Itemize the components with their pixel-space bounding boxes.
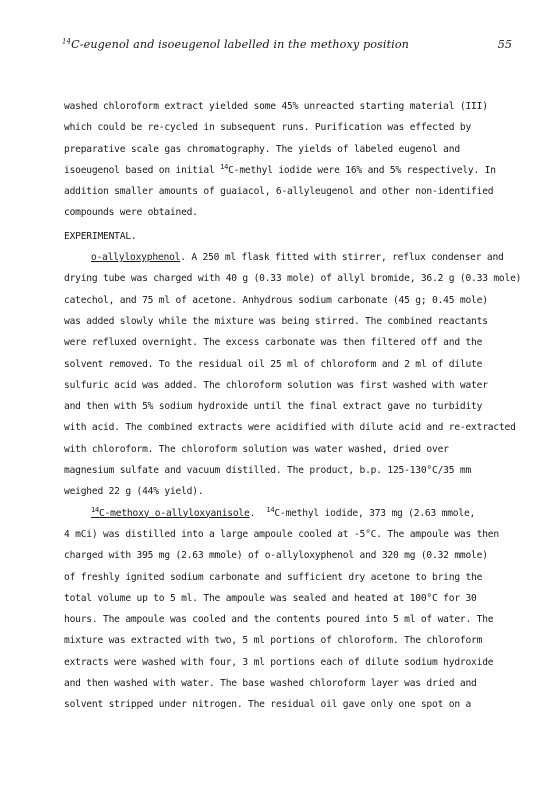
text-line xyxy=(64,503,512,524)
text-line xyxy=(64,247,512,268)
text-line: extracts were washed with four, 3 ml portions each of dilute sodium hydroxide xyxy=(64,656,494,668)
page-header xyxy=(62,38,512,58)
text-line: were refluxed overnight. The excess carbonate was then filtered off and the xyxy=(64,337,483,349)
text-line: of freshly ignited sodium carbonate and sufficient dry acetone to bring the xyxy=(64,571,483,583)
isotope-superscript: 14 xyxy=(220,162,229,171)
text-line: catechol, and 75 ml of acetone. Anhydrous sodium carbonate (45 g; 0.45 mole) xyxy=(64,294,488,306)
text-line: was added slowly while the mixture was being stirred. The combined reactants xyxy=(64,315,488,327)
text-line: hours. The ampoule was cooled and the contents poured into 5 ml of water. The xyxy=(64,614,494,626)
text-line: drying tube was charged with 40 g (0.33 mole) of allyl bromide, 36.2 g (0.33 mole) xyxy=(64,273,522,285)
text-line: weighed 22 g (44% yield). xyxy=(64,486,204,498)
text-line: and then with 5% sodium hydroxide until the final extract gave no turbidity xyxy=(64,401,483,413)
text-run: C-methyl iodide, 373 mg (2.63 mmole, xyxy=(274,507,476,519)
text-line: total volume up to 5 ml. The ampoule was sealed and heated at 100°C for 30 xyxy=(64,592,477,604)
text-line: and then washed with water. The base washed chloroform layer was dried and xyxy=(64,678,477,690)
text-line: washed chloroform extract yielded some 45% unreacted starting material (III) xyxy=(64,101,488,112)
section-heading-experimental: EXPERIMENTAL. xyxy=(64,230,137,242)
running-title-text: C-eugenol and isoeugenol labelled in the methoxy position xyxy=(71,38,409,51)
text-run: C-methyl iodide were 16% and 5% respectively. In xyxy=(228,164,496,176)
text-line: with acid. The combined extracts were acidified with dilute acid and re-extracted xyxy=(64,422,516,434)
text-line: mixture was extracted with two, 5 ml portions of chloroform. The chloroform xyxy=(64,635,483,647)
text-line: solvent removed. To the residual oil 25 ml of chloroform and 2 ml of dilute xyxy=(64,358,483,370)
text-line: with chloroform. The chloroform solution was water washed, dried over xyxy=(64,443,449,455)
paragraph-results xyxy=(64,96,512,224)
text-line: addition smaller amounts of guaiacol, 6-allyleugenol and other non-identified xyxy=(64,186,494,198)
page-number: 55 xyxy=(497,38,512,51)
text-line: which could be re-cycled in subsequent runs. Purification was effected by xyxy=(64,122,472,134)
running-title-superscript: 14 xyxy=(62,37,72,46)
text-line: preparative scale gas chromatography. The yields of labeled eugenol and xyxy=(64,143,460,155)
text-run: isoeugenol based on initial xyxy=(64,164,221,176)
paragraph-methoxy-anisole xyxy=(64,503,512,716)
isotope-superscript: 14 xyxy=(91,505,100,514)
compound-title: o-allyloxyphenol xyxy=(91,252,181,264)
compound-title-text: C-methoxy o-allyloxyanisole xyxy=(99,507,250,519)
isotope-superscript: 14 xyxy=(266,505,275,514)
text-run: . xyxy=(249,507,267,519)
body-text xyxy=(64,96,522,716)
paragraph-allyloxyphenol xyxy=(64,247,522,503)
text-line: sulfuric acid was added. The chloroform solution was first washed with water xyxy=(64,379,488,391)
text-run: . A 250 ml flask fitted with stirrer, reflux condenser and xyxy=(180,252,504,264)
text-line: solvent stripped under nitrogen. The residual oil gave only one spot on a xyxy=(64,699,472,711)
text-line: magnesium sulfate and vacuum distilled. The product, b.p. 125-130°C/35 mm xyxy=(64,465,472,477)
text-line: 4 mCi) was distilled into a large ampoule cooled at -5°C. The ampoule was then xyxy=(64,528,499,540)
text-line xyxy=(64,160,512,181)
text-line: charged with 395 mg (2.63 mmole) of o-allyloxyphenol and 320 mg (0.32 mmole) xyxy=(64,550,488,562)
text-line: compounds were obtained. xyxy=(64,207,198,219)
compound-title xyxy=(91,505,250,519)
running-title xyxy=(62,38,409,51)
